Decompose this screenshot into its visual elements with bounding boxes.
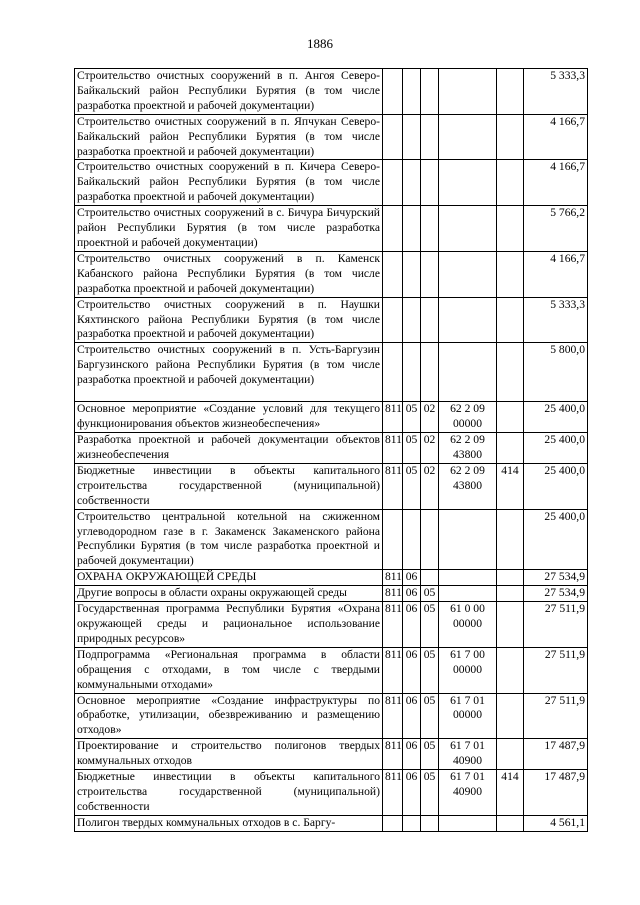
row-amount: 4 166,7 bbox=[524, 114, 588, 160]
row-gr bbox=[383, 160, 403, 206]
row-amount: 17 487,9 bbox=[524, 739, 588, 770]
table-row bbox=[75, 570, 588, 586]
row-pr bbox=[421, 509, 439, 570]
row-rz: 06 bbox=[403, 570, 421, 586]
row-gr: 811 bbox=[383, 602, 403, 648]
row-cs bbox=[439, 570, 497, 586]
table-row bbox=[75, 509, 588, 570]
table-row bbox=[75, 114, 588, 160]
row-cs-part2: 00000 bbox=[453, 662, 482, 676]
row-pr: 02 bbox=[421, 463, 439, 509]
row-pr: 05 bbox=[421, 739, 439, 770]
row-cs bbox=[439, 297, 497, 343]
row-cs-part2: 43800 bbox=[453, 478, 482, 492]
row-rz: 06 bbox=[403, 739, 421, 770]
row-vr bbox=[497, 433, 524, 464]
row-pr bbox=[421, 69, 439, 115]
table-row bbox=[75, 251, 588, 297]
row-pr bbox=[421, 114, 439, 160]
row-name: Строительство очистных сооружений в п. Усть-Баргузин Баргузинского района Республики Бурятия (в том числе разработка проектной и рабочей документации) bbox=[75, 343, 383, 402]
table-row bbox=[75, 402, 588, 433]
row-name: Разработка проектной и рабочей документации объектов жизнеобеспечения bbox=[75, 433, 383, 464]
row-rz: 06 bbox=[403, 693, 421, 739]
row-rz: 05 bbox=[403, 463, 421, 509]
row-cs bbox=[439, 509, 497, 570]
row-amount: 27 511,9 bbox=[524, 602, 588, 648]
row-pr bbox=[421, 570, 439, 586]
row-amount: 25 400,0 bbox=[524, 509, 588, 570]
row-cs bbox=[439, 693, 497, 739]
row-name: Государственная программа Республики Бурятия «Охрана окружающей среды и рациональное использование природных ресурсов» bbox=[75, 602, 383, 648]
row-amount: 5 766,2 bbox=[524, 206, 588, 252]
row-vr bbox=[497, 739, 524, 770]
row-amount: 27 534,9 bbox=[524, 570, 588, 586]
row-name: Строительство очистных сооружений в с. Бичура Бичурский район Республики Бурятия (в том числе разработка проектной и рабочей документации) bbox=[75, 206, 383, 252]
row-amount: 27 511,9 bbox=[524, 693, 588, 739]
row-pr bbox=[421, 251, 439, 297]
row-rz bbox=[403, 160, 421, 206]
table-row bbox=[75, 206, 588, 252]
row-vr bbox=[497, 251, 524, 297]
row-cs-part1: 62 2 09 bbox=[450, 463, 485, 477]
row-name: Проектирование и строительство полигонов твердых коммунальных отходов bbox=[75, 739, 383, 770]
table-row bbox=[75, 586, 588, 602]
table-row bbox=[75, 739, 588, 770]
row-rz: 06 bbox=[403, 586, 421, 602]
row-amount: 27 534,9 bbox=[524, 586, 588, 602]
table-row bbox=[75, 69, 588, 115]
row-cs-part2: 40900 bbox=[453, 754, 482, 768]
row-pr: 02 bbox=[421, 402, 439, 433]
row-rz bbox=[403, 206, 421, 252]
row-vr bbox=[497, 160, 524, 206]
row-gr: 811 bbox=[383, 739, 403, 770]
row-vr bbox=[497, 815, 524, 831]
row-rz bbox=[403, 815, 421, 831]
row-cs bbox=[439, 433, 497, 464]
table-row bbox=[75, 343, 588, 402]
row-amount: 5 333,3 bbox=[524, 69, 588, 115]
row-gr bbox=[383, 114, 403, 160]
row-gr bbox=[383, 815, 403, 831]
row-amount: 4 561,1 bbox=[524, 815, 588, 831]
row-vr bbox=[497, 586, 524, 602]
row-cs-part2: 00000 bbox=[453, 417, 482, 431]
row-gr bbox=[383, 297, 403, 343]
row-cs-part1: 61 7 00 bbox=[450, 647, 485, 661]
row-gr: 811 bbox=[383, 463, 403, 509]
row-amount: 4 166,7 bbox=[524, 251, 588, 297]
table-row bbox=[75, 647, 588, 693]
row-pr bbox=[421, 815, 439, 831]
row-gr: 811 bbox=[383, 433, 403, 464]
row-vr bbox=[497, 206, 524, 252]
row-amount: 17 487,9 bbox=[524, 770, 588, 816]
row-vr bbox=[497, 602, 524, 648]
row-name: Строительство центральной котельной на сжиженном углеводородном газе в г. Закаменск Закаменского района Республики Бурятия (в том числе разработка проектной и рабочей документации) bbox=[75, 509, 383, 570]
row-vr bbox=[497, 69, 524, 115]
row-rz bbox=[403, 251, 421, 297]
row-name: Строительство очистных сооружений в п. Япчукан Северо-Байкальский район Республики Бурятия (в том числе разработка проектной и рабочей документации) bbox=[75, 114, 383, 160]
row-cs bbox=[439, 739, 497, 770]
row-name: Строительство очистных сооружений в п. Каменск Кабанского района Республики Бурятия (в том числе разработка проектной и рабочей документации) bbox=[75, 251, 383, 297]
row-pr: 05 bbox=[421, 770, 439, 816]
row-pr: 02 bbox=[421, 433, 439, 464]
row-pr bbox=[421, 206, 439, 252]
row-vr bbox=[497, 114, 524, 160]
row-gr: 811 bbox=[383, 570, 403, 586]
row-rz: 05 bbox=[403, 402, 421, 433]
row-cs-part1: 61 0 00 bbox=[450, 602, 485, 616]
row-name: Бюджетные инвестиции в объекты капитального строительства государственной (муниципальной) собственности bbox=[75, 770, 383, 816]
row-rz: 06 bbox=[403, 602, 421, 648]
row-cs bbox=[439, 815, 497, 831]
table-row bbox=[75, 602, 588, 648]
row-name: Другие вопросы в области охраны окружающей среды bbox=[75, 586, 383, 602]
row-amount: 27 511,9 bbox=[524, 647, 588, 693]
row-name: ОХРАНА ОКРУЖАЮЩЕЙ СРЕДЫ bbox=[75, 570, 383, 586]
row-vr: 414 bbox=[497, 463, 524, 509]
table-row bbox=[75, 815, 588, 831]
row-pr: 05 bbox=[421, 602, 439, 648]
row-vr bbox=[497, 647, 524, 693]
row-vr bbox=[497, 570, 524, 586]
row-amount: 5 800,0 bbox=[524, 343, 588, 402]
row-vr bbox=[497, 343, 524, 402]
row-cs bbox=[439, 69, 497, 115]
row-rz bbox=[403, 69, 421, 115]
row-cs bbox=[439, 343, 497, 402]
row-name: Подпрограмма «Региональная программа в области обращения с отходами, в том числе с твердыми коммунальными отходами» bbox=[75, 647, 383, 693]
row-cs bbox=[439, 402, 497, 433]
row-cs-part2: 00000 bbox=[453, 617, 482, 630]
row-vr bbox=[497, 297, 524, 343]
table-row bbox=[75, 770, 588, 816]
row-amount: 4 166,7 bbox=[524, 160, 588, 206]
row-cs bbox=[439, 602, 497, 648]
table-row bbox=[75, 160, 588, 206]
row-gr bbox=[383, 69, 403, 115]
row-vr bbox=[497, 693, 524, 739]
row-gr: 811 bbox=[383, 647, 403, 693]
row-pr: 05 bbox=[421, 693, 439, 739]
table-row bbox=[75, 433, 588, 464]
row-gr: 811 bbox=[383, 770, 403, 816]
row-rz: 06 bbox=[403, 770, 421, 816]
row-gr: 811 bbox=[383, 586, 403, 602]
row-pr bbox=[421, 343, 439, 402]
table-row bbox=[75, 297, 588, 343]
row-amount: 25 400,0 bbox=[524, 402, 588, 433]
row-cs-part1: 61 7 01 bbox=[450, 770, 485, 784]
row-pr bbox=[421, 160, 439, 206]
row-name: Строительство очистных сооружений в п. Наушки Кяхтинского района Республики Бурятия (в том числе разработка проектной и рабочей документации) bbox=[75, 297, 383, 343]
row-rz: 06 bbox=[403, 647, 421, 693]
row-name: Строительство очистных сооружений в п. Кичера Северо-Байкальский район Республики Бурятия (в том числе разработка проектной и рабочей документации) bbox=[75, 160, 383, 206]
row-amount: 25 400,0 bbox=[524, 463, 588, 509]
row-pr bbox=[421, 297, 439, 343]
row-gr bbox=[383, 509, 403, 570]
row-name: Полигон твердых коммунальных отходов в с. Баргу- bbox=[75, 815, 383, 831]
row-pr: 05 bbox=[421, 647, 439, 693]
table-row bbox=[75, 693, 588, 739]
row-cs-part2: 00000 bbox=[453, 708, 482, 722]
row-gr bbox=[383, 206, 403, 252]
row-vr bbox=[497, 509, 524, 570]
row-rz bbox=[403, 114, 421, 160]
page-number: 1886 bbox=[307, 36, 333, 51]
row-cs bbox=[439, 647, 497, 693]
row-rz bbox=[403, 343, 421, 402]
row-cs bbox=[439, 251, 497, 297]
row-cs bbox=[439, 463, 497, 509]
row-gr bbox=[383, 251, 403, 297]
row-cs-part2: 40900 bbox=[453, 784, 482, 798]
row-name: Строительство очистных сооружений в п. Ангоя Северо-Байкальский район Республики Бурятия (в том числе разработка проектной и рабочей документации) bbox=[75, 69, 383, 115]
row-gr: 811 bbox=[383, 402, 403, 433]
row-pr: 05 bbox=[421, 586, 439, 602]
row-cs-part1: 62 2 09 bbox=[450, 433, 485, 447]
row-rz bbox=[403, 297, 421, 343]
row-cs bbox=[439, 160, 497, 206]
row-rz bbox=[403, 509, 421, 570]
row-cs bbox=[439, 206, 497, 252]
row-cs-part2: 43800 bbox=[453, 448, 482, 462]
row-name: Основное мероприятие «Создание инфраструктуры по обработке, утилизации, обезвреживанию и размещению отходов» bbox=[75, 693, 383, 739]
row-gr: 811 bbox=[383, 693, 403, 739]
row-cs-part1: 61 7 01 bbox=[450, 739, 485, 753]
row-name: Бюджетные инвестиции в объекты капитального строительства государственной (муниципальной) собственности bbox=[75, 463, 383, 509]
budget-table bbox=[74, 68, 588, 832]
row-cs bbox=[439, 114, 497, 160]
row-gr bbox=[383, 343, 403, 402]
row-cs-part1: 62 2 09 bbox=[450, 402, 485, 416]
row-vr: 414 bbox=[497, 770, 524, 816]
row-cs bbox=[439, 770, 497, 816]
row-name: Основное мероприятие «Создание условий для текущего функционирования объектов жизнеобеспечения» bbox=[75, 402, 383, 433]
row-cs-part1: 61 7 01 bbox=[450, 693, 485, 707]
row-amount: 5 333,3 bbox=[524, 297, 588, 343]
row-rz: 05 bbox=[403, 433, 421, 464]
row-cs bbox=[439, 586, 497, 602]
row-vr bbox=[497, 402, 524, 433]
row-amount: 25 400,0 bbox=[524, 433, 588, 464]
table-row bbox=[75, 463, 588, 509]
